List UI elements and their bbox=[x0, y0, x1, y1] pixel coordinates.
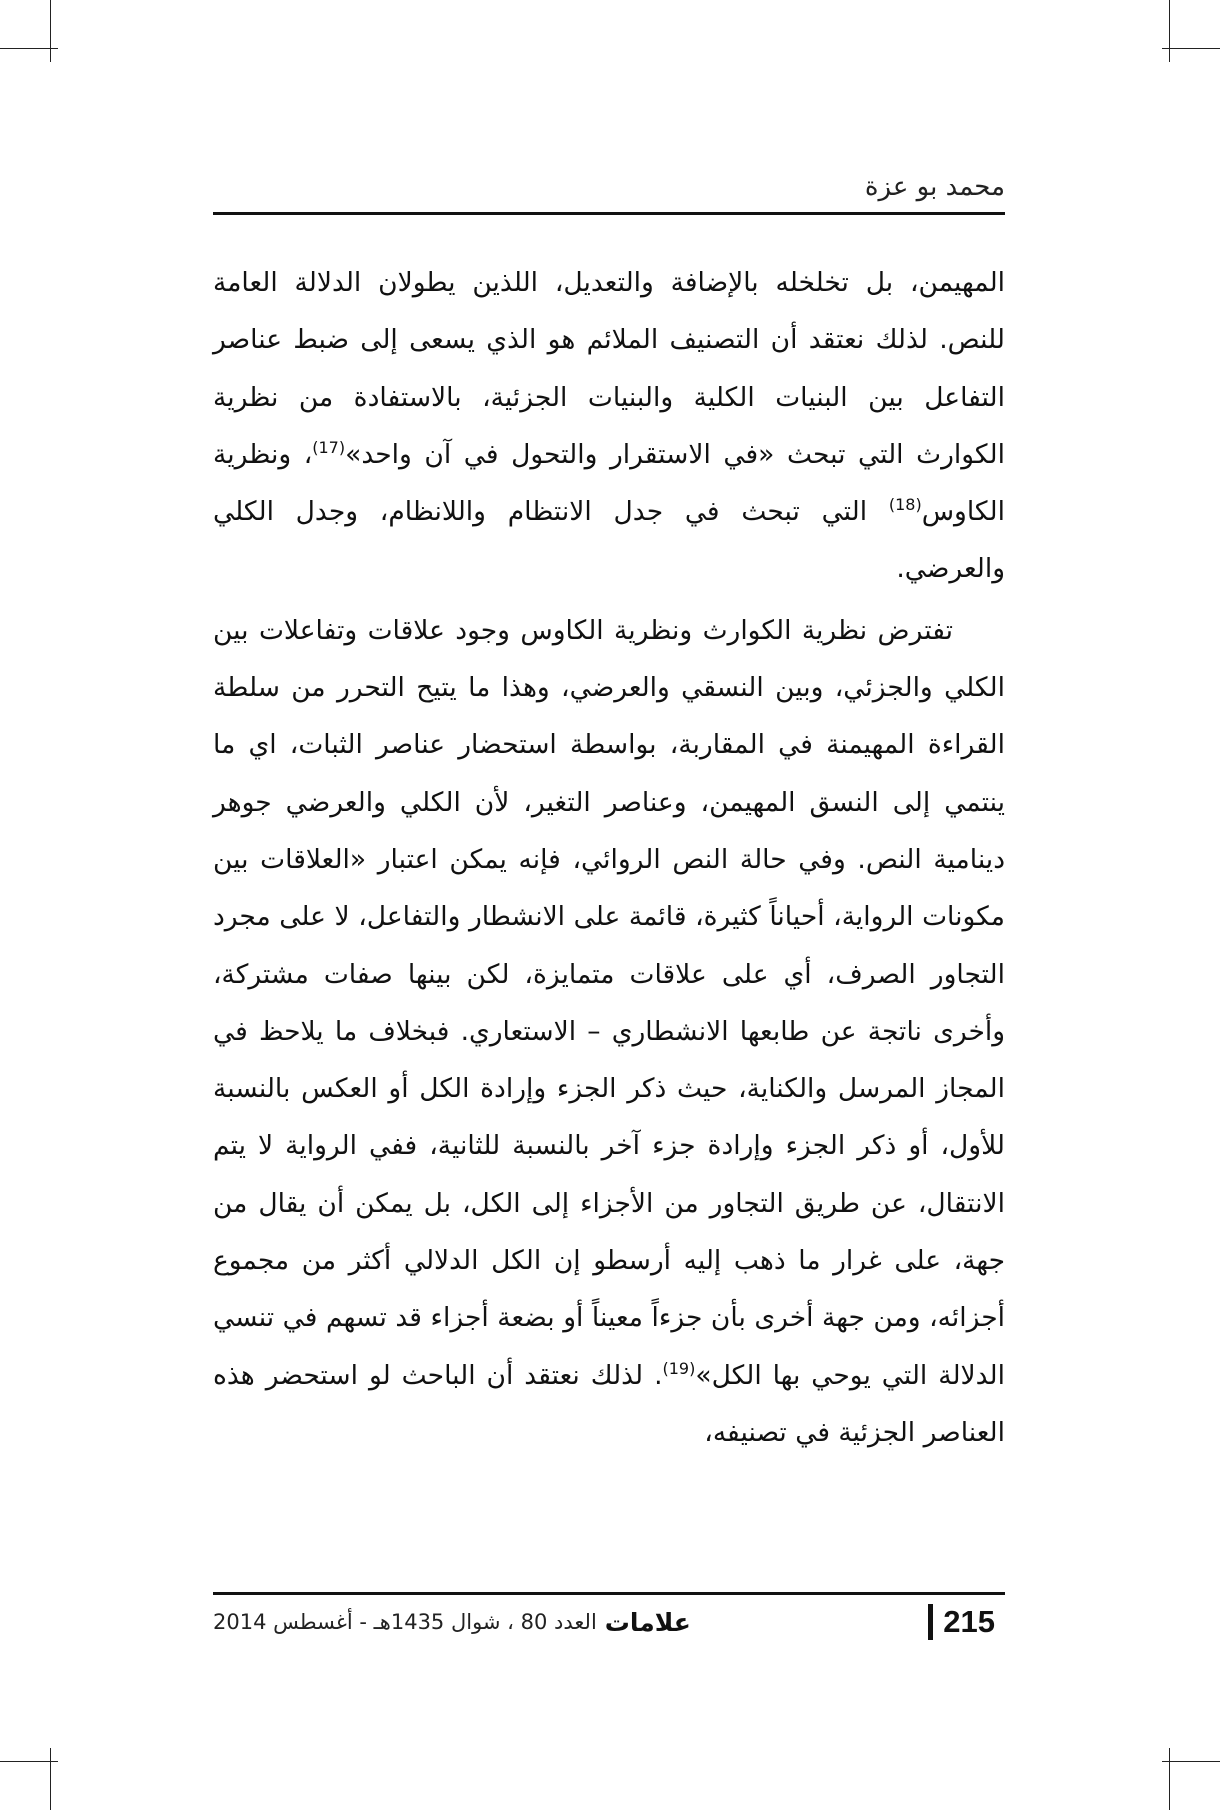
crop-mark bbox=[1169, 0, 1170, 62]
crop-mark bbox=[1169, 1748, 1170, 1810]
paragraph bbox=[213, 254, 1005, 598]
paragraph-text: التي تبحث في جدل الانتظام واللانظام، وجدل الكلي والعرضي. bbox=[213, 496, 1005, 585]
paragraph-text: المهيمن، بل تخلخله بالإضافة والتعديل، اللذين يطولان الدلالة العامة للنص. لذلك نعتقد أن التصنيف الملائم هو الذي يسعى إلى ضبط عناصر التفاعل بين البنيات الكلية والبنيات الجزئية، بالاستفادة من نظرية الكوارث التي تبحث «في الاستقرار والتحول في آن واحد» bbox=[213, 267, 1005, 470]
crop-mark bbox=[1162, 1761, 1220, 1762]
crop-mark bbox=[1162, 48, 1220, 49]
header-rule bbox=[213, 212, 1005, 215]
page-footer bbox=[213, 1602, 1005, 1642]
footer-separator bbox=[928, 1604, 933, 1640]
paragraph bbox=[213, 602, 1005, 1461]
running-header-author: محمد بو عزة bbox=[864, 172, 1005, 202]
footnote-ref: (19) bbox=[662, 1358, 696, 1378]
paragraph-text: تفترض نظرية الكوارث ونظرية الكاوس وجود علاقات وتفاعلات بين الكلي والجزئي، وبين النسقي والعرضي، وهذا ما يتيح التحرر من سلطة القراءة المهيمنة في المقاربة، بواسطة استحضار عناصر الثبات، اي ما ينتمي إلى النسق المهيمن، وعناصر التغير، لأن الكلي والعرضي جوهر دينامية النص. وفي حالة النص الروائي، فإنه يمكن اعتبار «العلاقات بين مكونات الرواية، أحياناً كثيرة، قائمة على الانشطار والتفاعل، لا على مجرد التجاور الصرف، أي على علاقات متمايزة، لكن بينها صفات مشتركة، وأخرى ناتجة عن طابعها الانشطاري – الاستعاري. فبخلاف ما يلاحظ في المجاز المرسل والكناية، حيث ذكر الجزء وإرادة الكل أو العكس بالنسبة للأول، أو ذكر الجزء وإرادة جزء آخر بالنسبة للثانية، ففي الرواية لا يتم الانتقال، عن طريق التجاور من الأجزاء إلى الكل، بل يمكن أن يقال من جهة، على غرار ما ذهب إليه أرسطو إن الكل الدلالي أكثر من مجموع أجزائه، ومن جهة أخرى بأن جزءاً معيناً أو بضعة أجزاء قد تسهم في تنسي الدلالة التي يوحي بها الكل» bbox=[213, 614, 1005, 1391]
page-number: 215 bbox=[943, 1604, 995, 1639]
paragraph-text: . لذلك نعتقد أن الباحث لو استحضر هذه العناصر الجزئية في تصنيفه، bbox=[213, 1359, 1005, 1448]
issue-info: العدد 80 ، شوال 1435هـ - أغسطس 2014 bbox=[213, 1610, 597, 1634]
paragraph-text: ، ونظرية الكاوس bbox=[213, 438, 1005, 528]
footnote-ref: (18) bbox=[888, 495, 922, 515]
journal-logo: علامات bbox=[604, 1607, 691, 1637]
crop-mark bbox=[50, 0, 51, 62]
crop-mark bbox=[50, 1748, 51, 1810]
body-text bbox=[213, 254, 1005, 1461]
footer-rule bbox=[213, 1592, 1005, 1595]
footnote-ref: (17) bbox=[312, 438, 346, 458]
